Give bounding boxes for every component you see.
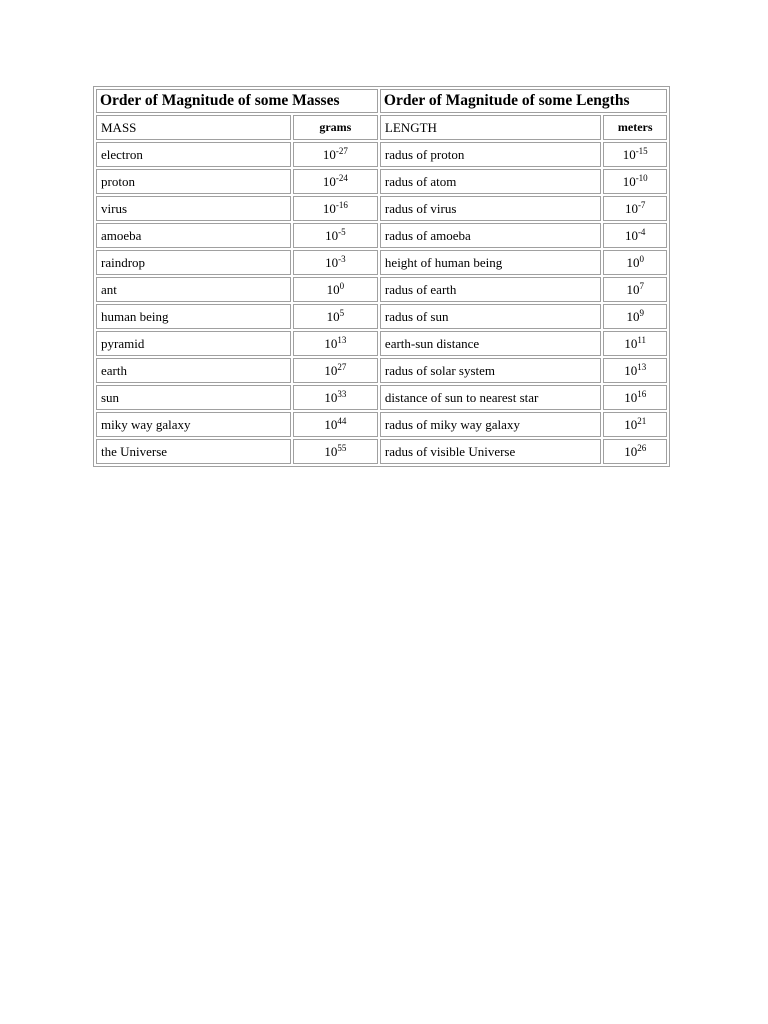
mass-item-label: electron (96, 142, 291, 167)
length-value-exponent: -4 (637, 226, 646, 237)
mass-value (293, 358, 378, 383)
length-value (603, 304, 667, 329)
table-row (96, 142, 667, 167)
mass-value (293, 331, 378, 356)
mass-item-label: miky way galaxy (96, 412, 291, 437)
table-row (96, 358, 667, 383)
mass-value (293, 223, 378, 248)
table-row (96, 304, 667, 329)
mass-value (293, 142, 378, 167)
mass-value-base: 10 (322, 146, 336, 162)
table-row (96, 277, 667, 302)
length-value-base: 10 (622, 173, 636, 189)
length-value-base: 10 (626, 254, 640, 270)
mass-item-label: earth (96, 358, 291, 383)
length-value-exponent: 9 (639, 307, 644, 318)
length-value (603, 142, 667, 167)
column-header-row (96, 115, 667, 140)
length-value-exponent: 26 (637, 442, 647, 453)
length-value (603, 196, 667, 221)
table-row (96, 223, 667, 248)
mass-value (293, 412, 378, 437)
mass-value-base: 10 (326, 308, 340, 324)
mass-value-exponent: -5 (338, 226, 346, 237)
mass-value-base: 10 (324, 335, 338, 351)
length-value (603, 439, 667, 464)
length-item-label: radus of solar system (380, 358, 601, 383)
length-value-base: 10 (624, 200, 638, 216)
length-value-exponent: 21 (637, 415, 647, 426)
length-value-exponent: 16 (637, 388, 647, 399)
mass-value-exponent: 44 (337, 415, 347, 426)
mass-value-exponent: 55 (337, 442, 347, 453)
length-item-label: height of human being (380, 250, 601, 275)
mass-value-base: 10 (324, 362, 338, 378)
length-value-exponent: 7 (639, 280, 644, 291)
lengths-title: Order of Magnitude of some Lengths (380, 89, 667, 113)
mass-value-base: 10 (322, 173, 336, 189)
mass-item-label: proton (96, 169, 291, 194)
mass-value (293, 169, 378, 194)
mass-value (293, 250, 378, 275)
length-value (603, 223, 667, 248)
table-row (96, 385, 667, 410)
mass-item-label: the Universe (96, 439, 291, 464)
mass-item-label: human being (96, 304, 291, 329)
mass-value (293, 196, 378, 221)
mass-value (293, 439, 378, 464)
mass-value-exponent: 33 (337, 388, 347, 399)
mass-value-base: 10 (326, 281, 340, 297)
title-row (96, 89, 667, 113)
length-value-exponent: -15 (635, 145, 648, 156)
mass-value-exponent: -16 (335, 199, 348, 210)
length-value-base: 10 (624, 443, 638, 459)
length-column-header: LENGTH (380, 115, 601, 140)
mass-value-base: 10 (325, 254, 339, 270)
mass-item-label: sun (96, 385, 291, 410)
length-value-base: 10 (624, 335, 638, 351)
table-row (96, 331, 667, 356)
mass-value-exponent: -24 (335, 172, 348, 183)
table-row (96, 250, 667, 275)
magnitude-table (93, 86, 670, 467)
mass-value-exponent: 0 (339, 280, 345, 291)
length-value (603, 385, 667, 410)
mass-value-base: 10 (324, 416, 338, 432)
length-value-exponent: 13 (637, 361, 647, 372)
length-item-label: radus of amoeba (380, 223, 601, 248)
length-value-base: 10 (624, 389, 638, 405)
grams-column-header: grams (293, 115, 378, 140)
masses-title: Order of Magnitude of some Masses (96, 89, 378, 113)
length-value-exponent: -7 (637, 199, 646, 210)
mass-item-label: virus (96, 196, 291, 221)
mass-item-label: amoeba (96, 223, 291, 248)
length-item-label: radus of visible Universe (380, 439, 601, 464)
length-item-label: distance of sun to nearest star (380, 385, 601, 410)
length-value (603, 277, 667, 302)
length-value-base: 10 (626, 281, 640, 297)
table-row (96, 412, 667, 437)
mass-value (293, 304, 378, 329)
mass-item-label: raindrop (96, 250, 291, 275)
length-value (603, 412, 667, 437)
table-row (96, 169, 667, 194)
length-value-exponent: -10 (635, 172, 648, 183)
length-value-base: 10 (622, 146, 636, 162)
mass-item-label: ant (96, 277, 291, 302)
length-value (603, 250, 667, 275)
length-item-label: radus of sun (380, 304, 601, 329)
length-value-exponent: 0 (639, 253, 644, 264)
length-value (603, 169, 667, 194)
mass-value-exponent: -3 (338, 253, 346, 264)
length-value-base: 10 (626, 308, 640, 324)
meters-column-header: meters (603, 115, 667, 140)
mass-value-base: 10 (324, 443, 338, 459)
length-item-label: earth-sun distance (380, 331, 601, 356)
mass-value-exponent: 27 (337, 361, 347, 372)
length-item-label: radus of miky way galaxy (380, 412, 601, 437)
length-value-base: 10 (624, 416, 638, 432)
length-item-label: radus of earth (380, 277, 601, 302)
length-item-label: radus of proton (380, 142, 601, 167)
table-row (96, 439, 667, 464)
length-value-exponent: 11 (637, 334, 647, 345)
length-value-base: 10 (624, 227, 638, 243)
mass-item-label: pyramid (96, 331, 291, 356)
length-item-label: radus of atom (380, 169, 601, 194)
mass-value (293, 385, 378, 410)
length-value (603, 358, 667, 383)
mass-value-base: 10 (325, 227, 339, 243)
mass-value-base: 10 (324, 389, 338, 405)
length-value (603, 331, 667, 356)
mass-value-exponent: 5 (339, 307, 345, 318)
mass-value-exponent: -27 (335, 145, 348, 156)
mass-column-header: MASS (96, 115, 291, 140)
mass-value (293, 277, 378, 302)
length-value-base: 10 (624, 362, 638, 378)
table-row (96, 196, 667, 221)
mass-value-base: 10 (322, 200, 336, 216)
length-item-label: radus of virus (380, 196, 601, 221)
magnitude-table-body (96, 89, 667, 464)
mass-value-exponent: 13 (337, 334, 347, 345)
